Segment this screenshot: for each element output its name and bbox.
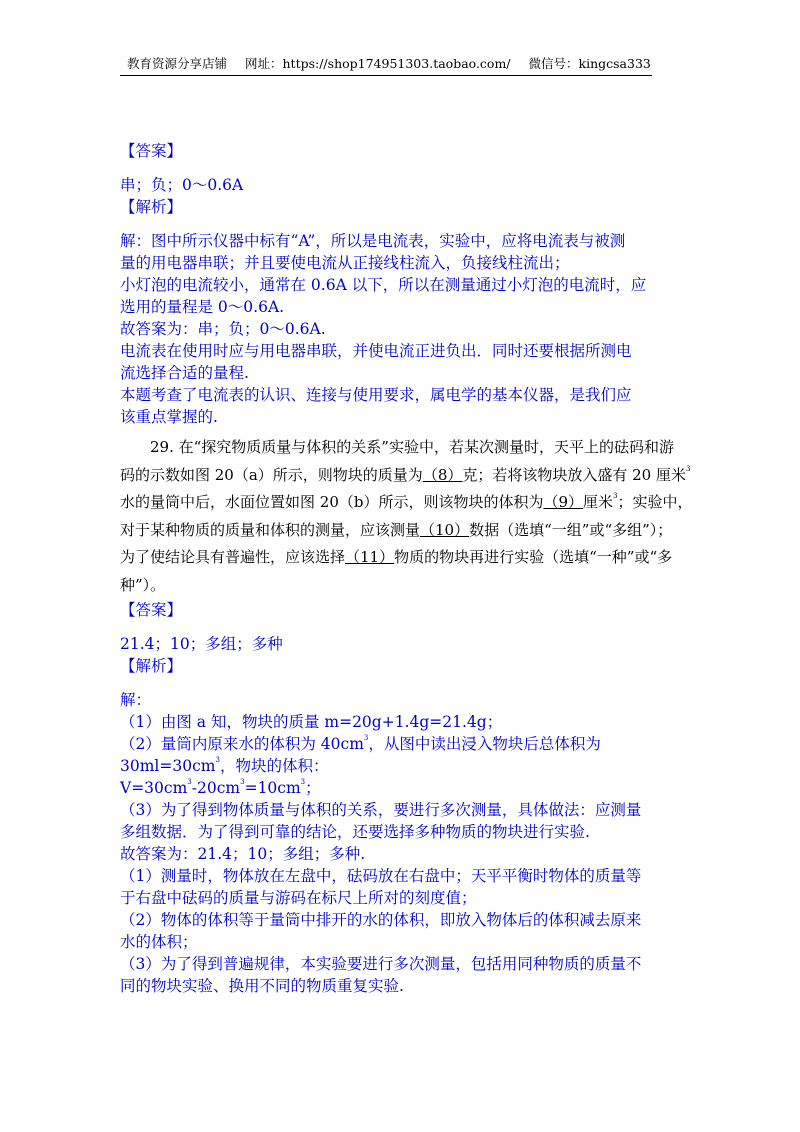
answer-tag: 【答案】 [120,142,183,160]
spacer [120,218,660,230]
superscript: 3 [300,778,306,786]
question-text: 物质的物块再进行实验（选填“一种”或“多 [394,548,673,566]
answer-text: 21.4；10；多组；多种 [120,635,283,653]
analysis-line: 该重点掌握的. [120,408,218,426]
analysis-block [120,230,660,428]
header-site[interactable]: 网址：https://shop174951303.taobao.com/ [245,56,511,71]
analysis-line: 解： [120,691,152,709]
superscript: 3 [215,756,220,764]
question-line [120,517,673,545]
analysis-line: （1）测量时，物体放在左盘中，砝码放在右盘中；天平平衡时物体的质量等 [120,867,642,885]
analysis-line: 流选择合适的量程. [120,364,249,382]
analysis-line: 故答案为：21.4；10；多组；多种. [120,845,366,863]
superscript: 3 [187,778,192,786]
spacer [120,621,660,633]
question-text: 为了使结论具有普遍性，应该选择 [120,548,346,566]
question-text: 厘米 [583,493,614,511]
analysis-text: ； [305,779,321,797]
blank-9: （9） [543,493,584,511]
analysis-text: V=30cm [120,779,188,797]
question-line [120,462,691,490]
analysis-text: =10cm [244,779,301,797]
analysis-text: -20cm [191,779,241,797]
question-line: 29. 在“探究物质质量与体积的关系”实验中，若某次测量时，天平上的砝码和游 [150,438,674,456]
superscript: 3 [613,492,618,500]
spacer [120,162,660,174]
analysis-text: （2）量筒内原来水的体积为 40cm [120,735,364,753]
analysis-line: 水的体积； [120,933,198,951]
analysis-line: 多组数据．为了得到可靠的结论，还要选择多种物质的物块进行实验. [120,823,590,841]
question-line [120,544,673,572]
superscript: 3 [240,778,245,786]
analysis-line: 电流表在使用时应与用电器串联，并使电流正进负出．同时还要根据所测电 [120,342,632,360]
superscript: 3 [685,464,691,473]
answer-tag: 【答案】 [120,601,183,619]
question-line [120,489,693,517]
blank-8: （8） [422,465,463,484]
document-body [120,140,693,997]
analysis-tag: 【解析】 [120,198,183,216]
header-divider [120,75,652,76]
question-line: 种”）。 [120,575,166,594]
page-header [120,54,652,72]
question-text: 克；若将该物块放入盛有 20 厘米 [462,465,686,484]
analysis-line: 小灯泡的电流较小，通常在 0.6A 以下，所以在测量通过小灯泡的电流时，应 [120,276,647,294]
question-text: 水的量筒中后，水面位置如图 20（b）所示，则该物块的体积为 [120,493,544,511]
superscript: 3 [363,734,369,742]
analysis-line: （2）物体的体积等于量筒中排开的水的体积，即放入物体后的体积减去原来 [120,911,642,929]
analysis-line [120,755,660,777]
analysis-line: （1）由图 a 知，物块的质量 m=20g+1.4g=21.4g； [120,713,503,731]
analysis-line: 同的物块实验、换用不同的物质重复实验. [120,977,404,995]
question-text: 码的示数如图 20（a）所示，则物块的质量为 [120,465,423,484]
analysis-line: （3）为了得到普遍规律，本实验要进行多次测量，包括用同种物质的质量不 [120,955,642,973]
analysis-line: 量的用电器串联；并且要使电流从正接线柱流入，负接线柱流出； [120,254,570,272]
question-text: 对于某种物质的质量和体积的测量，应该测量 [120,520,421,539]
analysis-line: 选用的量程是 0～0.6A. [120,298,285,316]
analysis-tag: 【解析】 [120,657,183,675]
analysis-line: 解：图中所示仪器中标有“A”，所以是电流表，实验中，应将电流表与被测 [120,232,626,250]
analysis-line: 于右盘中砝码的质量与游码在标尺上所对的刻度值； [120,889,477,907]
analysis-line: 本题考查了电流表的认识、连接与使用要求，属电学的基本仪器，是我们应 [120,386,632,404]
question-text: 数据（选填“一组”或“多组”）； [469,520,673,539]
spacer [120,677,660,689]
analysis-line [120,777,660,799]
analysis-text: ，物块的体积： [219,757,329,775]
analysis-text: 30ml=30cm [120,757,216,775]
analysis-line: （3）为了得到物体质量与体积的关系，要进行多次测量，具体做法：应测量 [120,801,642,819]
blank-11: （11） [345,548,395,566]
blank-10: （10） [420,520,470,539]
header-wechat: 微信号：kingcsa333 [528,56,651,71]
answer-text: 串；负；0～0.6A [120,176,244,194]
question-text: ；实验中， [617,493,693,511]
analysis-line: 故答案为：串；负；0～0.6A. [120,320,326,338]
header-shop: 教育资源分享店铺 [127,56,228,71]
analysis-text: ，从图中读出浸入物块后总体积为 [368,735,601,753]
analysis-line [120,733,660,755]
